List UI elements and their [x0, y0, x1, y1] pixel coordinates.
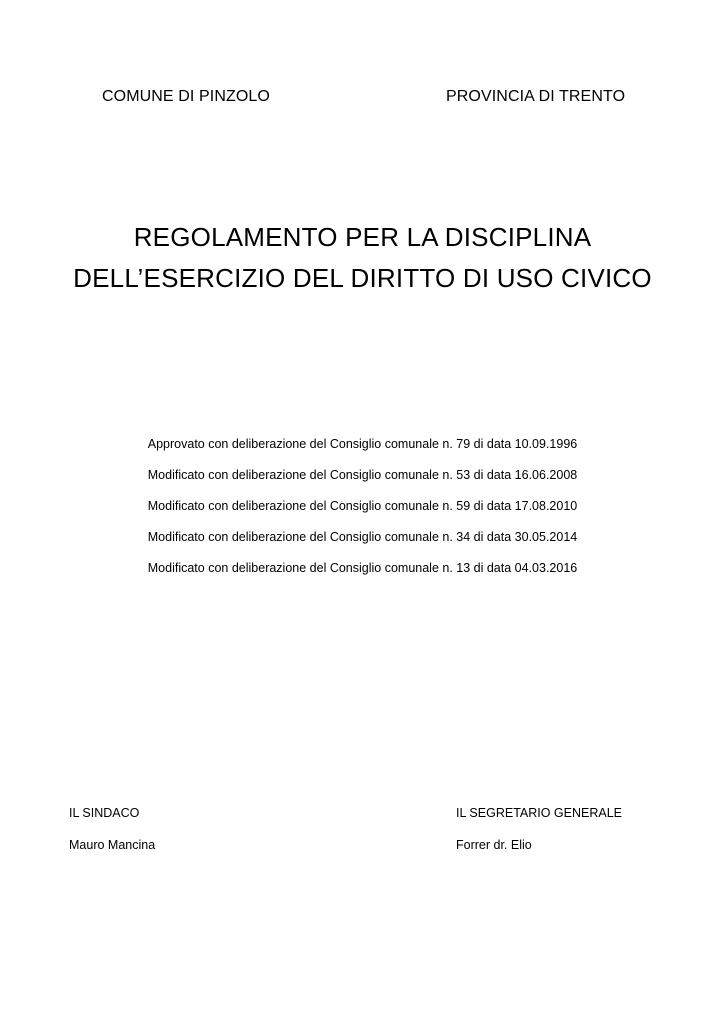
deliberation-list — [0, 434, 725, 589]
mayor-name: Mauro Mancina — [69, 838, 156, 852]
deliberation-item: Modificato con deliberazione del Consiglio comunale n. 59 di data 17.08.2010 — [147, 499, 578, 513]
deliberation-item: Modificato con deliberazione del Consiglio comunale n. 34 di data 30.05.2014 — [147, 530, 578, 544]
deliberation-item: Modificato con deliberazione del Consiglio comunale n. 53 di data 16.06.2008 — [147, 468, 578, 482]
mayor-role: IL SINDACO — [69, 806, 140, 820]
document-title-line-1: REGOLAMENTO PER LA DISCIPLINA — [133, 222, 592, 252]
secretary-name: Forrer dr. Elio — [456, 838, 532, 852]
secretary-role: IL SEGRETARIO GENERALE — [456, 806, 623, 820]
deliberation-item: Modificato con deliberazione del Consiglio comunale n. 13 di data 04.03.2016 — [147, 561, 578, 575]
province-name: PROVINCIA DI TRENTO — [446, 88, 626, 105]
municipality-name: COMUNE DI PINZOLO — [102, 88, 270, 105]
deliberation-item: Approvato con deliberazione del Consiglio comunale n. 79 di data 10.09.1996 — [147, 437, 578, 451]
document-title-line-2: DELL’ESERCIZIO DEL DIRITTO DI USO CIVICO — [73, 263, 652, 293]
